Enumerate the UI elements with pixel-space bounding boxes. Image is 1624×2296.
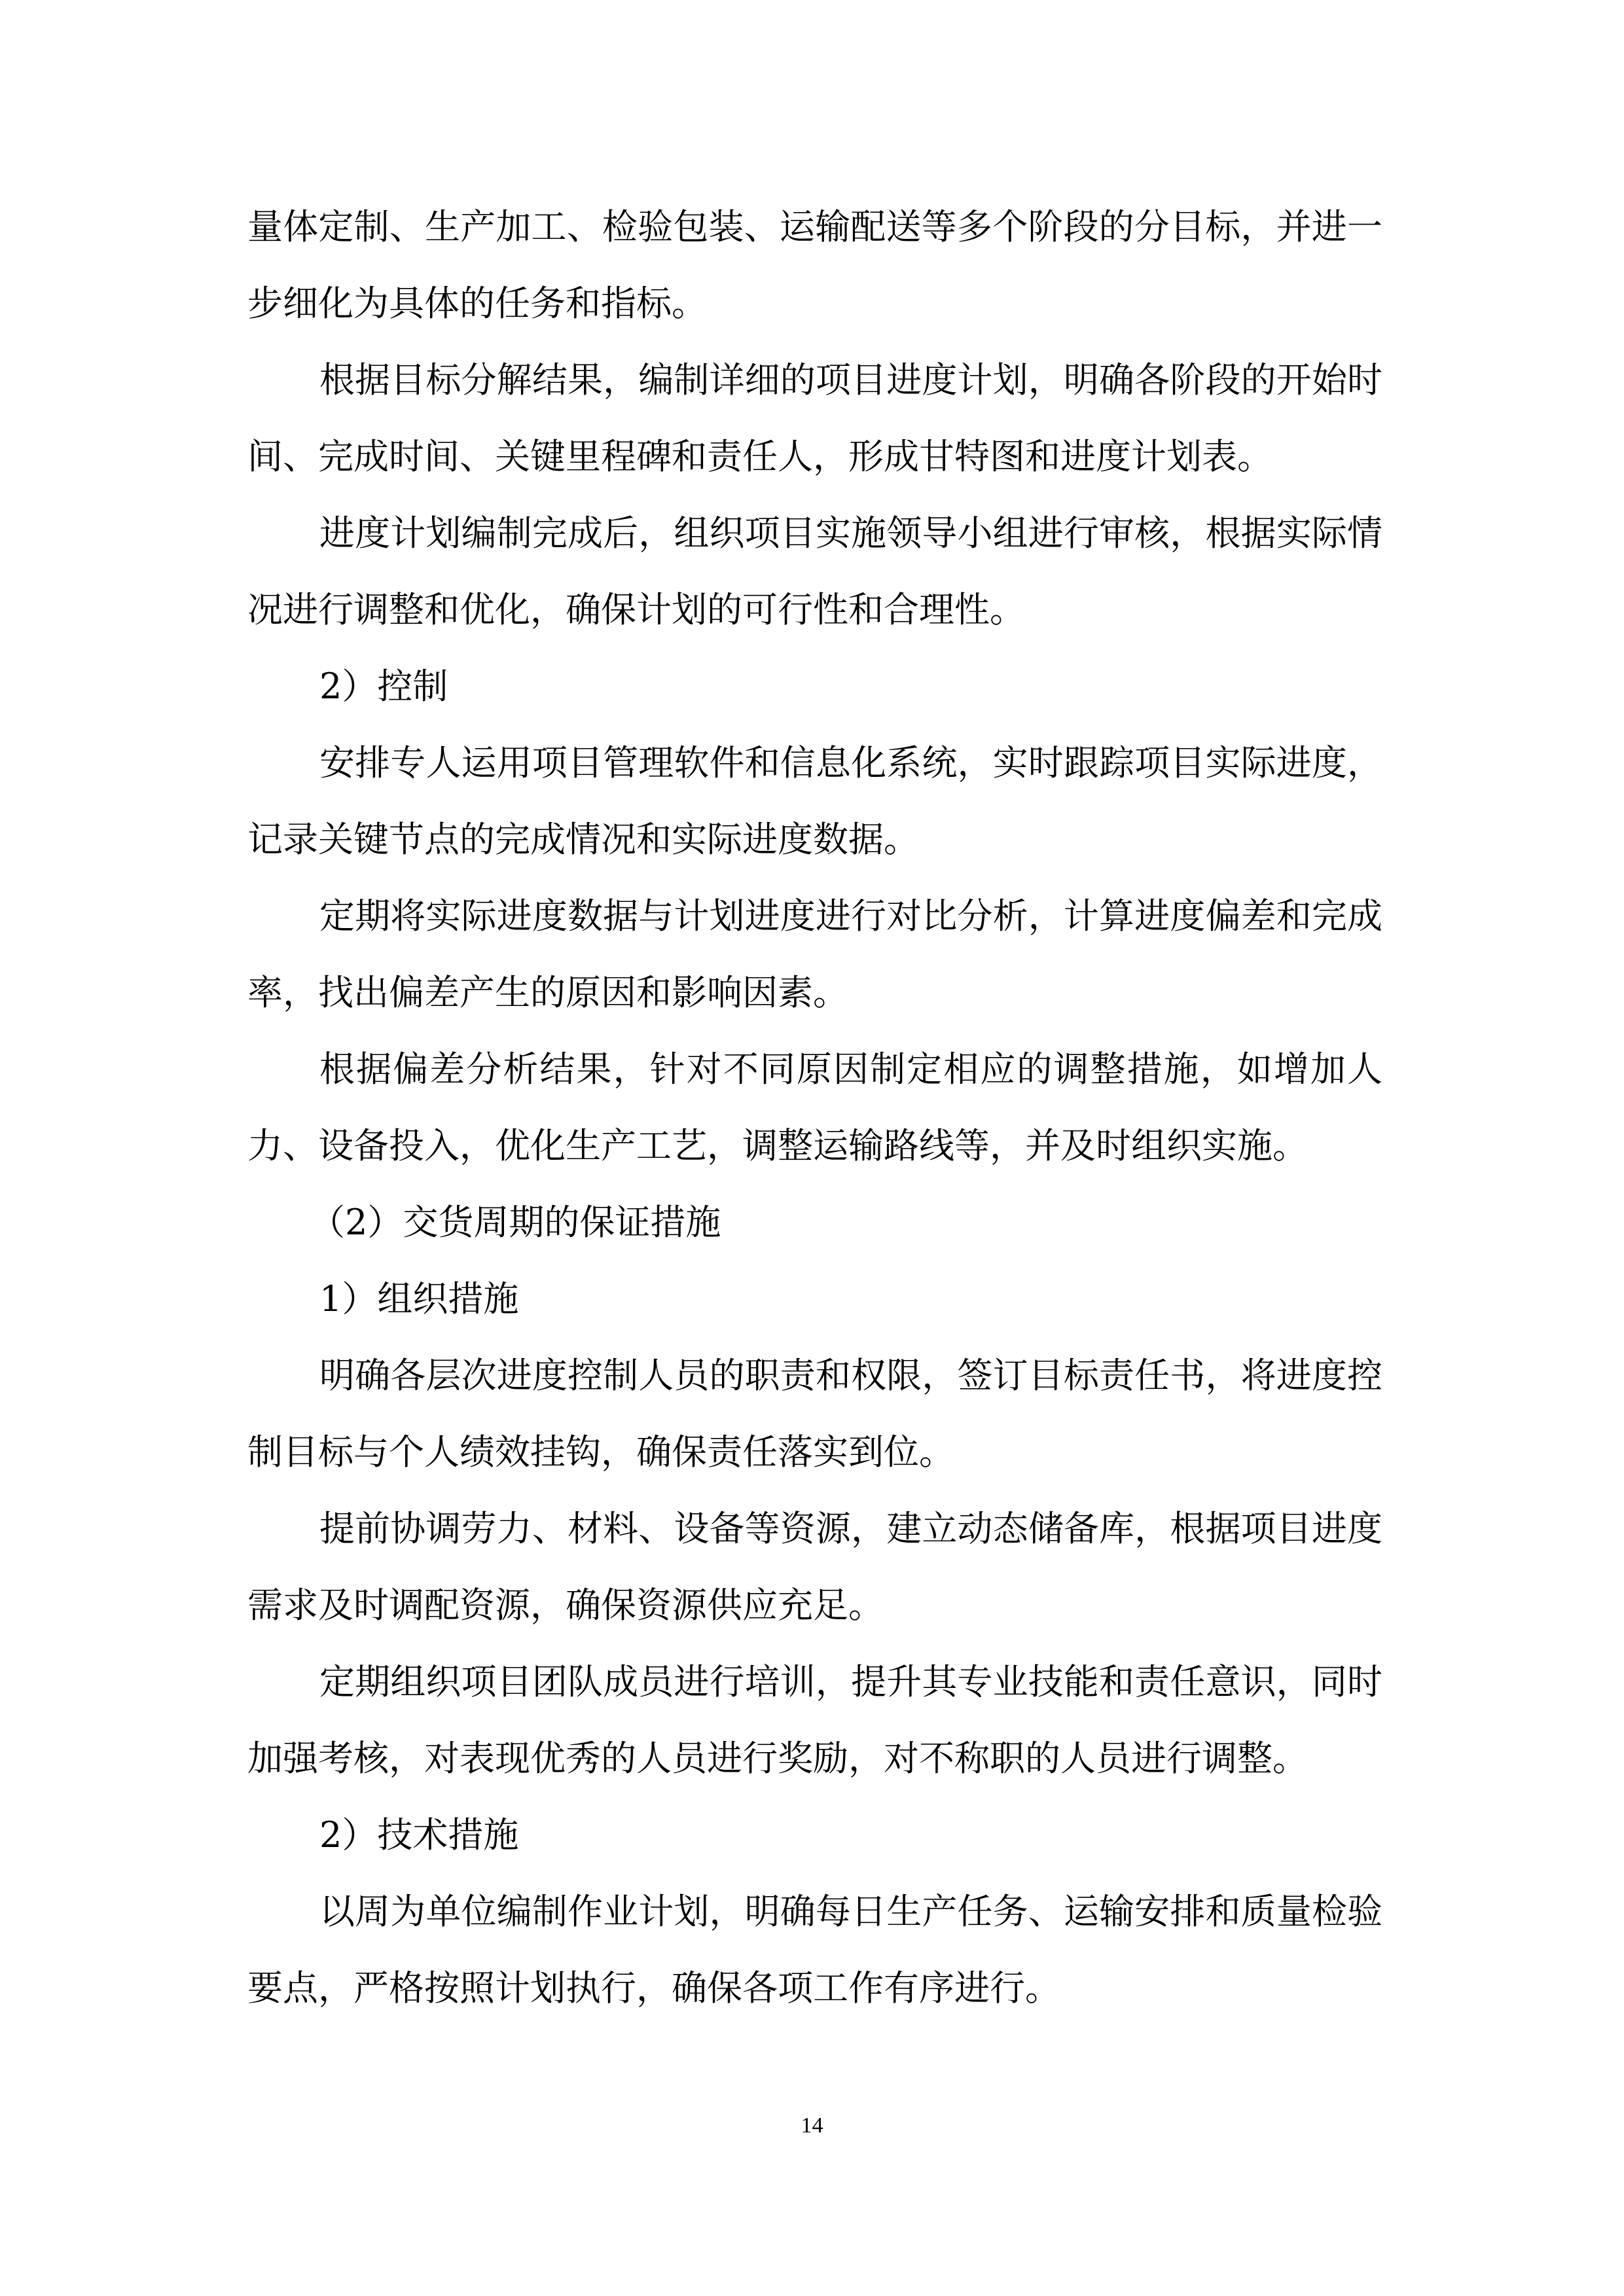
subheading-control: 2）控制: [319, 666, 448, 707]
paragraph-continuation: 量体定制、生产加工、检验包装、运输配送等多个阶段的分目标，并进一步细化为具体的任务和指标。: [247, 206, 1382, 324]
paragraph: 安排专人运用项目管理软件和信息化系统，实时跟踪项目实际进度，记录关键节点的完成情况和实际进度数据。: [247, 742, 1382, 860]
paragraph: 定期将实际进度数据与计划进度进行对比分析，计算进度偏差和完成率，找出偏差产生的原因和影响因素。: [247, 895, 1382, 1013]
section-heading-delivery: （2）交货周期的保证措施: [310, 1202, 721, 1243]
paragraph: 根据偏差分析结果，针对不同原因制定相应的调整措施，如增加人力、设备投入，优化生产工艺，调整运输路线等，并及时组织实施。: [247, 1049, 1382, 1166]
paragraph: 以周为单位编制作业计划，明确每日生产任务、运输安排和质量检验要点，严格按照计划执行，确保各项工作有序进行。: [247, 1891, 1382, 2009]
subheading-technical: 2）技术措施: [319, 1814, 519, 1856]
paragraph: 提前协调劳力、材料、设备等资源，建立动态储备库，根据项目进度需求及时调配资源，确保资源供应充足。: [247, 1508, 1382, 1626]
paragraph: 进度计划编制完成后，组织项目实施领导小组进行审核，根据实际情况进行调整和优化，确保计划的可行性和合理性。: [247, 512, 1382, 630]
subheading-organization: 1）组织措施: [319, 1278, 519, 1319]
paragraph: 定期组织项目团队成员进行培训，提升其专业技能和责任意识，同时加强考核，对表现优秀的人员进行奖励，对不称职的人员进行调整。: [247, 1661, 1382, 1779]
body-text: [247, 188, 1382, 2026]
paragraph: 根据目标分解结果，编制详细的项目进度计划，明确各阶段的开始时间、完成时间、关键里程碑和责任人，形成甘特图和进度计划表。: [247, 359, 1382, 477]
paragraph: 明确各层次进度控制人员的职责和权限，签订目标责任书，将进度控制目标与个人绩效挂钩，确保责任落实到位。: [247, 1355, 1382, 1473]
page-number: 14: [801, 2113, 823, 2138]
